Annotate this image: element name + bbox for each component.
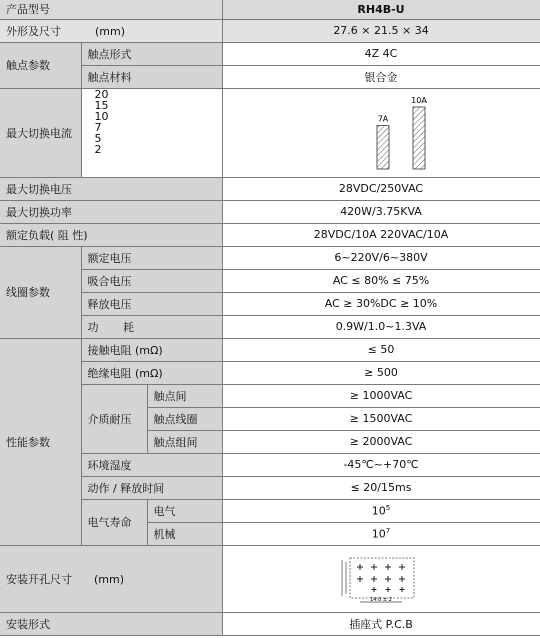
table-row: [0, 19, 540, 42]
mechanical-life-base: 10: [371, 527, 386, 541]
table-row: [0, 200, 540, 223]
bar-label: 10A: [410, 95, 427, 105]
contact-form-value: 4Z 4C: [222, 42, 540, 65]
table-row: [0, 42, 540, 65]
model-label: 产品型号: [0, 0, 222, 19]
table-row: [0, 338, 540, 361]
insulation-value: ≥ 500: [222, 361, 540, 384]
contacts-label: 触点参数: [0, 42, 81, 88]
scale-tick-label: 5: [94, 131, 102, 145]
contact-material-value: 银合金: [222, 65, 540, 88]
mounting-hole-dimension: 14.0 ± 2: [370, 596, 392, 603]
coil-row-value: 6~220V/6~380V: [222, 246, 540, 269]
table-row: [0, 177, 540, 200]
table-row: [0, 499, 540, 522]
max-voltage-value: 28VDC/250VAC: [222, 177, 540, 200]
bar-label: 7A: [377, 114, 388, 124]
table-row: [0, 269, 540, 292]
table-row: [0, 453, 540, 476]
current-bar-chart: [223, 89, 540, 177]
scale-tick-label: 10: [94, 109, 109, 123]
max-power-value: 420W/3.75KVA: [222, 200, 540, 223]
coil-row-value: AC ≥ 30%DC ≥ 10%: [222, 292, 540, 315]
contact-material-label: 触点材料: [81, 65, 222, 88]
dimensions-label-text: 外形及尺寸: [6, 24, 61, 38]
scale-tick-label: 7: [94, 120, 102, 134]
mounting-hole-unit: (mm): [94, 572, 125, 586]
max-current-label: 最大切换电流: [0, 88, 81, 177]
table-row: [0, 545, 540, 612]
scale-tick-label: 2: [94, 142, 102, 156]
mounting-form-label: 安装形式: [0, 612, 222, 635]
coil-row-label: 释放电压: [81, 292, 222, 315]
current-bar: [413, 107, 425, 169]
table-row: [0, 88, 540, 177]
coil-row-label: 功 耗: [81, 315, 222, 338]
time-label: 动作 / 释放时间: [81, 476, 222, 499]
mechanical-life-label: 机械: [147, 522, 222, 545]
mechanical-life-exp: 7: [385, 526, 391, 535]
performance-label: 性能参数: [0, 338, 81, 545]
mounting-hole-label-text: 安装开孔尺寸: [6, 572, 72, 586]
dielectric-row-value: ≥ 1000VAC: [222, 384, 540, 407]
current-scale: [81, 88, 222, 177]
current-chart-cell: [222, 88, 540, 177]
time-value: ≤ 20/15ms: [222, 476, 540, 499]
env-label: 环境湿度: [81, 453, 222, 476]
electrical-life-label: 电气: [147, 499, 222, 522]
dimensions-value: 27.6 × 21.5 × 34: [222, 19, 540, 42]
max-voltage-label: 最大切换电压: [0, 177, 222, 200]
mounting-hole-diagram-cell: [222, 545, 540, 612]
table-row: [0, 292, 540, 315]
dimensions-label: [0, 19, 222, 42]
electrical-life-value: [222, 499, 540, 522]
rated-load-label: 额定负载( 阻 性): [0, 223, 222, 246]
env-value: -45℃~+70℃: [222, 453, 540, 476]
current-bar: [377, 125, 389, 168]
table-row: [0, 0, 540, 19]
dielectric-row-value: ≥ 2000VAC: [222, 430, 540, 453]
mounting-hole-diagram: [338, 552, 424, 606]
electrical-life-exp: 5: [385, 503, 391, 512]
electrical-life-base: 10: [371, 504, 386, 518]
dielectric-label: 介质耐压: [81, 384, 147, 453]
scale-tick-label: 15: [94, 98, 109, 112]
coil-row-label: 吸合电压: [81, 269, 222, 292]
dimensions-unit: (mm): [95, 24, 126, 38]
table-row: [0, 612, 540, 635]
mounting-form-value: 插座式 P.C.B: [222, 612, 540, 635]
scale-tick-label: 20: [94, 88, 109, 101]
dielectric-row-label: 触点组间: [147, 430, 222, 453]
life-label: 电气寿命: [81, 499, 147, 545]
mounting-hole-label: [0, 545, 222, 612]
coil-row-label: 额定电压: [81, 246, 222, 269]
table-row: [0, 315, 540, 338]
coil-row-value: AC ≤ 80% ≤ 75%: [222, 269, 540, 292]
table-row: [0, 384, 540, 407]
contact-form-label: 触点形式: [81, 42, 222, 65]
rated-load-value: 28VDC/10A 220VAC/10A: [222, 223, 540, 246]
dielectric-row-value: ≥ 1500VAC: [222, 407, 540, 430]
table-row: [0, 361, 540, 384]
max-power-label: 最大切换功率: [0, 200, 222, 223]
dielectric-row-label: 触点线圈: [147, 407, 222, 430]
insulation-label: 绝缘电阻 (mΩ): [81, 361, 222, 384]
table-row: [0, 65, 540, 88]
table-row: [0, 223, 540, 246]
coil-row-value: 0.9W/1.0~1.3VA: [222, 315, 540, 338]
mechanical-life-value: [222, 522, 540, 545]
coil-label: 线圈参数: [0, 246, 81, 338]
model-value: RH4B-U: [222, 0, 540, 19]
table-row: [0, 246, 540, 269]
contact-resistance-value: ≤ 50: [222, 338, 540, 361]
table-row: [0, 476, 540, 499]
dielectric-row-label: 触点间: [147, 384, 222, 407]
contact-resistance-label: 接触电阻 (mΩ): [81, 338, 222, 361]
